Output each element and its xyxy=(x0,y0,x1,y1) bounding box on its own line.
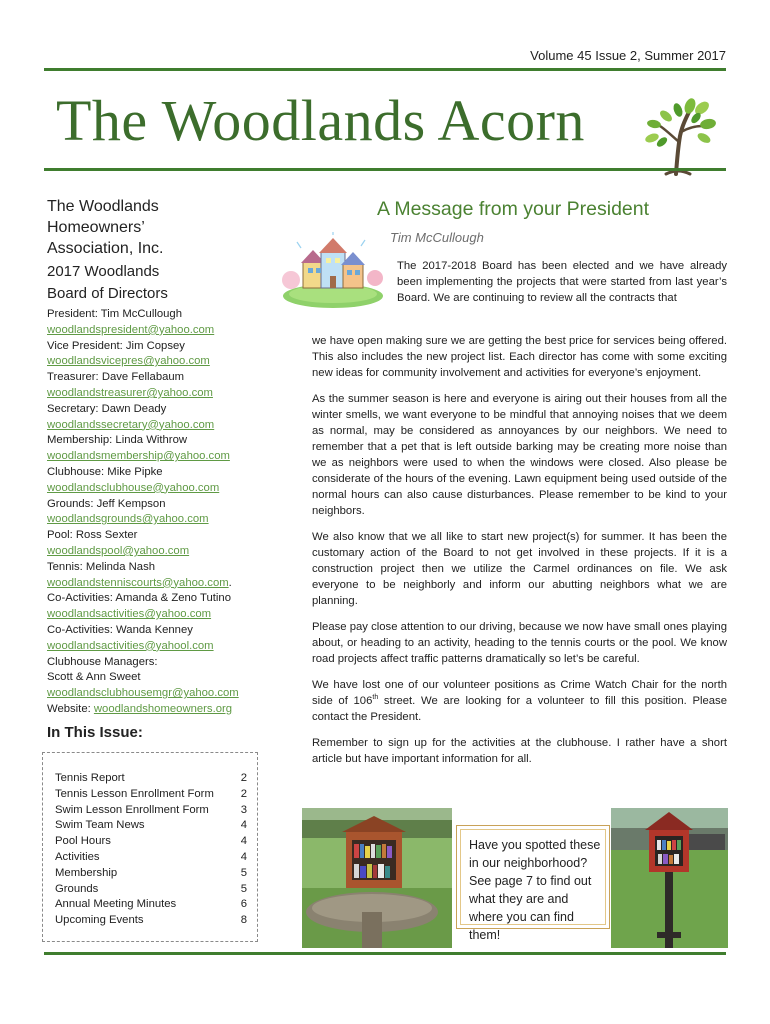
toc-item[interactable] xyxy=(55,771,247,787)
toc-item-page: 3 xyxy=(240,803,247,816)
toc-item[interactable] xyxy=(55,897,247,913)
toc-item[interactable] xyxy=(55,803,247,819)
article-paragraph: we have open making sure we are getting the best price for services being offered. This also includes the new project list. Each director has come with some exciting new ideas for community involvement and activities for everyone’s enjoyment. xyxy=(312,335,727,379)
toc-item[interactable] xyxy=(55,866,247,882)
officer-role: Grounds: Jeff Kempson xyxy=(47,497,166,510)
toc-item-page: 4 xyxy=(240,850,247,863)
org-name xyxy=(47,196,287,259)
article-body xyxy=(312,333,727,777)
toc-item[interactable] xyxy=(55,834,247,850)
officer-role: Co-Activities: Amanda & Zeno Tutino xyxy=(47,592,231,605)
toc-item[interactable] xyxy=(55,818,247,834)
officer-role: Treasurer: Dave Fellabaum xyxy=(47,371,185,384)
little-library-post-photo xyxy=(611,808,728,948)
toc-item[interactable] xyxy=(55,787,247,803)
officer-email-link[interactable]: woodlandspool@yahoo.com xyxy=(47,544,190,557)
masthead-title: The Woodlands Acorn xyxy=(56,88,585,153)
officer-role: Vice President: Jim Copsey xyxy=(47,339,185,352)
org-line-1: The Woodlands xyxy=(47,198,159,215)
toc-item-page: 5 xyxy=(240,882,247,895)
article-title: A Message from your President xyxy=(377,198,650,220)
superscript: th xyxy=(372,694,379,702)
officer-role: Secretary: Dawn Deady xyxy=(47,402,167,415)
article-paragraph: We also know that we all like to start new project(s) for summer. It has been the customary action of the Board to not get involved in these projects. If it is a construction project then we utilize the Carmel ordinances on file. We ask everyone to be neighborly and inform our abutting neighbors what we are planning. xyxy=(312,531,727,607)
toc-item-title: Upcoming Events xyxy=(55,914,144,927)
officer-role: Clubhouse: Mike Pipke xyxy=(47,465,163,478)
toc-item-title: Activities xyxy=(55,850,100,863)
board-title xyxy=(47,261,287,305)
toc-item-title: Swim Team News xyxy=(55,819,145,832)
officer-email-row xyxy=(47,576,287,592)
officer-email-link[interactable]: woodlandspresident@yahoo.com xyxy=(47,323,215,336)
toc-box xyxy=(42,752,258,942)
callout-box xyxy=(456,825,610,942)
toc-item-title: Membership xyxy=(55,866,118,879)
toc-item-page: 6 xyxy=(240,898,247,911)
website-row xyxy=(47,702,287,718)
board-line-2: Board of Directors xyxy=(47,285,168,302)
officer-role: Membership: Linda Withrow xyxy=(47,434,188,447)
tree-icon xyxy=(636,96,718,178)
officer-email-link[interactable]: woodlandsmembership@yahoo.com xyxy=(47,450,230,463)
officer-email-link[interactable]: woodlandsclubhouse@yahoo.com xyxy=(47,481,220,494)
toc-item-page: 8 xyxy=(240,914,247,927)
officer-role: Co-Activities: Wanda Kenney xyxy=(47,623,193,636)
toc-item-title: Tennis Lesson Enrollment Form xyxy=(55,787,214,800)
article-paragraph: Remember to sign up for the activities at the clubhouse. I rather have a short article but have important information for all. xyxy=(312,737,727,765)
toc-item[interactable] xyxy=(55,913,247,929)
article-intro: The 2017-2018 Board has been elected and we have already been implementing the projects that were started from last year’s Board. We are continuing to review all the contracts that xyxy=(397,260,727,304)
sidebar xyxy=(47,196,287,718)
board-line-1: 2017 Woodlands xyxy=(47,263,160,280)
officer-list xyxy=(47,307,287,718)
little-library-photo xyxy=(302,808,452,948)
toc-item-title: Grounds xyxy=(55,882,99,895)
footer-rule xyxy=(44,952,726,955)
paragraph-part: street. We are looking for a volunteer to fill this position. Please contact the President. xyxy=(312,695,727,723)
toc-item-title: Swim Lesson Enrollment Form xyxy=(55,803,209,816)
callout-text: Have you spotted these in our neighborhood? See page 7 to find out what they are and where you can find them! xyxy=(460,829,606,925)
toc-item-page: 2 xyxy=(240,772,247,784)
article-paragraph: Please pay close attention to our driving, because we now have small ones playing about, or heading to an activity, heading to the tennis courts or the pool. We know road projects affect traffic patterns dramatically so let’s be careful. xyxy=(312,621,727,665)
officer-email-link[interactable]: woodlandsgrounds@yahoo.com xyxy=(47,513,209,526)
article-paragraph: As the summer season is here and everyone is airing out their houses from all the winter smells, we want everyone to be mindful that annoying noises that we deem as normal, may be considered as annoyances by our neighbors. We need to remember that a pet that is left outside barking may be creating more noise than we as neighbors were used to when the windows were closed. Also please be considerate of the hours of the evening. Lawn equipment being used outside of the normal hours can also cause disturbances. Please remember to be kind to your neighbors. xyxy=(312,393,727,517)
email-suffix: . xyxy=(228,576,232,589)
article-paragraph xyxy=(312,677,727,725)
officer-email-link[interactable]: woodlandsactivities@yahoo.com xyxy=(47,608,212,621)
toc-item[interactable] xyxy=(55,850,247,866)
officer-role: Tennis: Melinda Nash xyxy=(47,560,156,573)
toc-item-page: 4 xyxy=(240,835,247,848)
toc-item-page: 5 xyxy=(240,866,247,879)
officer-email-link[interactable]: woodlandstreasurer@yahoo.com xyxy=(47,386,213,399)
masthead-rule xyxy=(44,168,726,171)
officer-email-link[interactable]: woodlandssecretary@yahoo.com xyxy=(47,418,215,431)
officer-role-names: Scott & Ann Sweet xyxy=(47,671,141,684)
toc-item-title: Pool Hours xyxy=(55,835,111,848)
toc-item-page: 2 xyxy=(240,787,247,800)
houses-illustration xyxy=(277,232,389,312)
org-line-3: Association, Inc. xyxy=(47,240,164,257)
officer-email-link[interactable]: woodlandsclubhousemgr@yahoo.com xyxy=(47,687,239,700)
officer-email-link[interactable]: woodlandstenniscourts@yahoo.com xyxy=(47,576,229,589)
article-author: Tim McCullough xyxy=(390,230,484,245)
officer-role: President: Tim McCullough xyxy=(47,308,182,320)
toc-item-title: Tennis Report xyxy=(55,772,125,784)
toc-item-page: 4 xyxy=(240,819,247,832)
officer-email-link[interactable]: woodlandsactivities@yahool.com xyxy=(47,639,214,652)
toc-heading: In This Issue: xyxy=(47,724,143,741)
officer-role: Pool: Ross Sexter xyxy=(47,529,138,542)
issue-line: Volume 45 Issue 2, Summer 2017 xyxy=(530,48,726,63)
top-rule xyxy=(44,68,726,71)
toc-item-title: Annual Meeting Minutes xyxy=(55,898,177,911)
officer-role: Clubhouse Managers: xyxy=(47,655,158,668)
paragraph-part: We have lost one of our volunteer positions as Crime Watch Chair for the north side of 106 xyxy=(312,679,727,707)
org-line-2: Homeowners’ xyxy=(47,219,145,236)
website-label: Website: xyxy=(47,702,94,715)
website-link[interactable]: woodlandshomeowners.org xyxy=(93,702,233,715)
officer-email-link[interactable]: woodlandsvicepres@yahoo.com xyxy=(47,355,210,368)
toc-item[interactable] xyxy=(55,882,247,898)
